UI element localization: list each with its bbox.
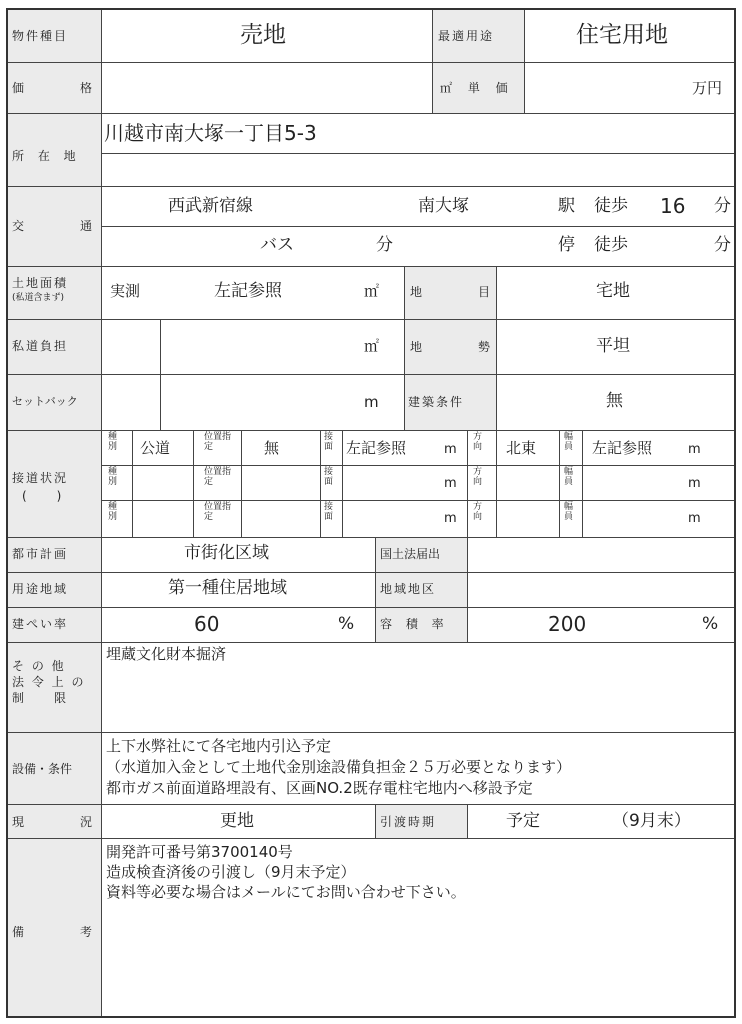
remarks-line: 資料等必要な場合はメールにてお問い合わせ下さい。 [106, 883, 466, 901]
label-direction: 方向 [473, 432, 483, 452]
label-other-laws-line: 法 令 上 の [12, 675, 86, 689]
label-width: 幅員 [564, 502, 574, 522]
label-road-type: 種別 [108, 502, 118, 522]
property-sheet [6, 8, 736, 1018]
value-road3-frontage-unit: m [444, 511, 457, 526]
grid-line [101, 500, 734, 501]
value-walk2-unit: 分 [714, 235, 731, 255]
label-frontage: 接面 [324, 467, 334, 487]
label-land-area: 土地面積 [12, 276, 69, 290]
value-land-area: 左記参照 [214, 281, 282, 301]
facilities-line: 上下水弊社にて各宅地内引込予定 [106, 737, 332, 755]
value-road1-type: 公道 [140, 439, 171, 457]
value-measured: 実測 [110, 282, 141, 300]
label-other-laws-line: 制 限 [12, 691, 69, 705]
remarks-line: 造成検査済後の引渡し（9月末予定） [106, 863, 356, 881]
grid-line [101, 153, 734, 154]
grid-line [8, 319, 734, 320]
value-status: 更地 [220, 811, 254, 831]
value-road1-frontage-unit: m [444, 442, 457, 457]
label-property-type: 物件種目 [12, 29, 69, 43]
value-bus-label: バス [260, 235, 294, 255]
grid-line [160, 319, 161, 430]
value-road1-direction: 北東 [506, 439, 537, 457]
grid-line [8, 607, 734, 608]
grid-line [320, 430, 321, 537]
grid-line [8, 113, 734, 114]
value-road1-designation: 無 [264, 439, 280, 457]
label-terrain: 地 [410, 340, 425, 354]
grid-line [582, 430, 583, 537]
value-coverage-unit: % [338, 614, 355, 634]
label-width: 幅員 [564, 467, 574, 487]
label-facilities: 設備・条件 [12, 762, 73, 776]
value-walk-label: 徒歩 [594, 196, 628, 216]
label-location: 所 在 地 [12, 149, 78, 163]
value-price-unit: 万円 [692, 79, 723, 97]
label-building-condition: 建築条件 [408, 395, 465, 409]
value-land-area-unit: ㎡ [364, 282, 380, 300]
value-property-type: 売地 [240, 22, 286, 48]
label-handover: 引渡時期 [380, 815, 437, 829]
value-walk-unit: 分 [714, 196, 731, 216]
remarks-line: 開発許可番号第3700140号 [106, 843, 293, 861]
label-private-road: 私道負担 [12, 339, 69, 353]
grid-line [524, 10, 525, 113]
label-national-land-law: 国土法届出 [380, 547, 441, 561]
value-road1-frontage: 左記参照 [346, 439, 407, 457]
value-bus-unit: 分 [376, 235, 393, 255]
label-road-access-paren: ( ) [22, 489, 64, 503]
label-remarks-2: 考 [80, 925, 95, 939]
label-direction: 方向 [473, 502, 483, 522]
label-frontage: 接面 [324, 502, 334, 522]
value-city-plan: 市街化区域 [184, 543, 269, 563]
grid-line [467, 430, 468, 537]
grid-line [193, 430, 194, 537]
facilities-line: （水道加入金として土地代金別途設備負担金２５万必要となります） [106, 758, 572, 776]
label-other-laws [12, 658, 85, 706]
value-handover-month: （9月末） [612, 811, 691, 831]
value-location: 川越市南大塚一丁目5-3 [104, 121, 317, 145]
value-best-use: 住宅用地 [576, 22, 668, 48]
value-road2-frontage-unit: m [444, 476, 457, 491]
grid-line [467, 537, 468, 642]
label-land-category: 地 [410, 285, 425, 299]
label-remarks: 備 [12, 925, 27, 939]
grid-line [496, 430, 497, 537]
label-terrain-2: 勢 [478, 340, 493, 354]
value-land-category: 宅地 [596, 281, 630, 301]
label-position-designation: 位置指定 [204, 502, 232, 522]
value-station: 南大塚 [418, 196, 469, 216]
label-road-type: 種別 [108, 467, 118, 487]
grid-line [101, 10, 102, 1016]
grid-line [375, 804, 376, 838]
label-frontage: 接面 [324, 432, 334, 452]
grid-line [8, 642, 734, 643]
grid-line [375, 537, 376, 642]
value-far-unit: % [702, 614, 719, 634]
label-transport-2: 通 [80, 219, 95, 233]
grid-line [467, 804, 468, 838]
value-remarks [106, 842, 466, 902]
grid-line [342, 430, 343, 537]
label-other-laws-line: そ の 他 [12, 659, 66, 673]
label-district: 地域地区 [380, 582, 437, 596]
label-road-access: 接道状況 [12, 471, 69, 485]
label-width: 幅員 [564, 432, 574, 452]
value-other-laws: 埋蔵文化財本掘済 [106, 645, 227, 663]
value-handover: 予定 [506, 811, 540, 831]
value-building-condition: 無 [606, 391, 623, 411]
label-transport: 交 [12, 219, 27, 233]
grid-line [8, 838, 734, 839]
grid-line [559, 430, 560, 537]
label-position-designation: 位置指定 [204, 432, 232, 452]
value-coverage: 60 [194, 612, 220, 636]
grid-line [8, 732, 734, 733]
label-coverage: 建ぺい率 [12, 617, 69, 631]
grid-line [8, 804, 734, 805]
grid-line [241, 430, 242, 537]
label-best-use: 最適用途 [438, 29, 495, 43]
grid-line [8, 186, 734, 187]
label-use-zone: 用途地域 [12, 582, 69, 596]
grid-line [8, 430, 734, 431]
value-road3-width-unit: m [688, 511, 701, 526]
label-far: 容 積 率 [380, 617, 446, 631]
value-road2-width-unit: m [688, 476, 701, 491]
value-stop-suffix: 停 [558, 235, 575, 255]
label-land-category-2: 目 [478, 285, 493, 299]
value-station-suffix: 駅 [558, 196, 575, 216]
value-walk-minutes: 16 [660, 194, 686, 218]
label-price: 価 [12, 81, 27, 95]
label-position-designation: 位置指定 [204, 467, 232, 487]
grid-line [101, 226, 734, 227]
label-setback: セットバック [12, 395, 78, 408]
facilities-line: 都市ガス前面道路埋設有、区画NO.2既存電柱宅地内へ移設予定 [106, 779, 533, 797]
grid-line [496, 266, 497, 430]
value-walk2-label: 徒歩 [594, 235, 628, 255]
value-terrain: 平坦 [596, 336, 630, 356]
value-private-road-unit: ㎡ [364, 337, 380, 355]
grid-line [101, 465, 734, 466]
label-status: 現 [12, 815, 27, 829]
value-setback-unit: m [364, 393, 379, 411]
label-land-area-note: (私道含まず) [12, 293, 65, 303]
label-unit-price: ㎡ 単 価 [440, 81, 510, 95]
grid-line [8, 572, 734, 573]
grid-line [432, 10, 433, 113]
grid-line [8, 374, 734, 375]
grid-line [8, 62, 734, 63]
value-train-line: 西武新宿線 [168, 196, 253, 216]
value-far: 200 [548, 612, 587, 636]
label-road-type: 種別 [108, 432, 118, 452]
value-road1-width-unit: m [688, 442, 701, 457]
label-status-2: 況 [80, 815, 95, 829]
value-use-zone: 第一種住居地域 [168, 578, 287, 598]
label-price-2: 格 [80, 81, 95, 95]
value-road1-width: 左記参照 [592, 439, 653, 457]
grid-line [8, 266, 734, 267]
label-city-plan: 都市計画 [12, 547, 69, 561]
grid-line [404, 266, 405, 430]
grid-line [132, 430, 133, 537]
value-facilities [106, 736, 571, 799]
grid-line [8, 537, 734, 538]
label-direction: 方向 [473, 467, 483, 487]
